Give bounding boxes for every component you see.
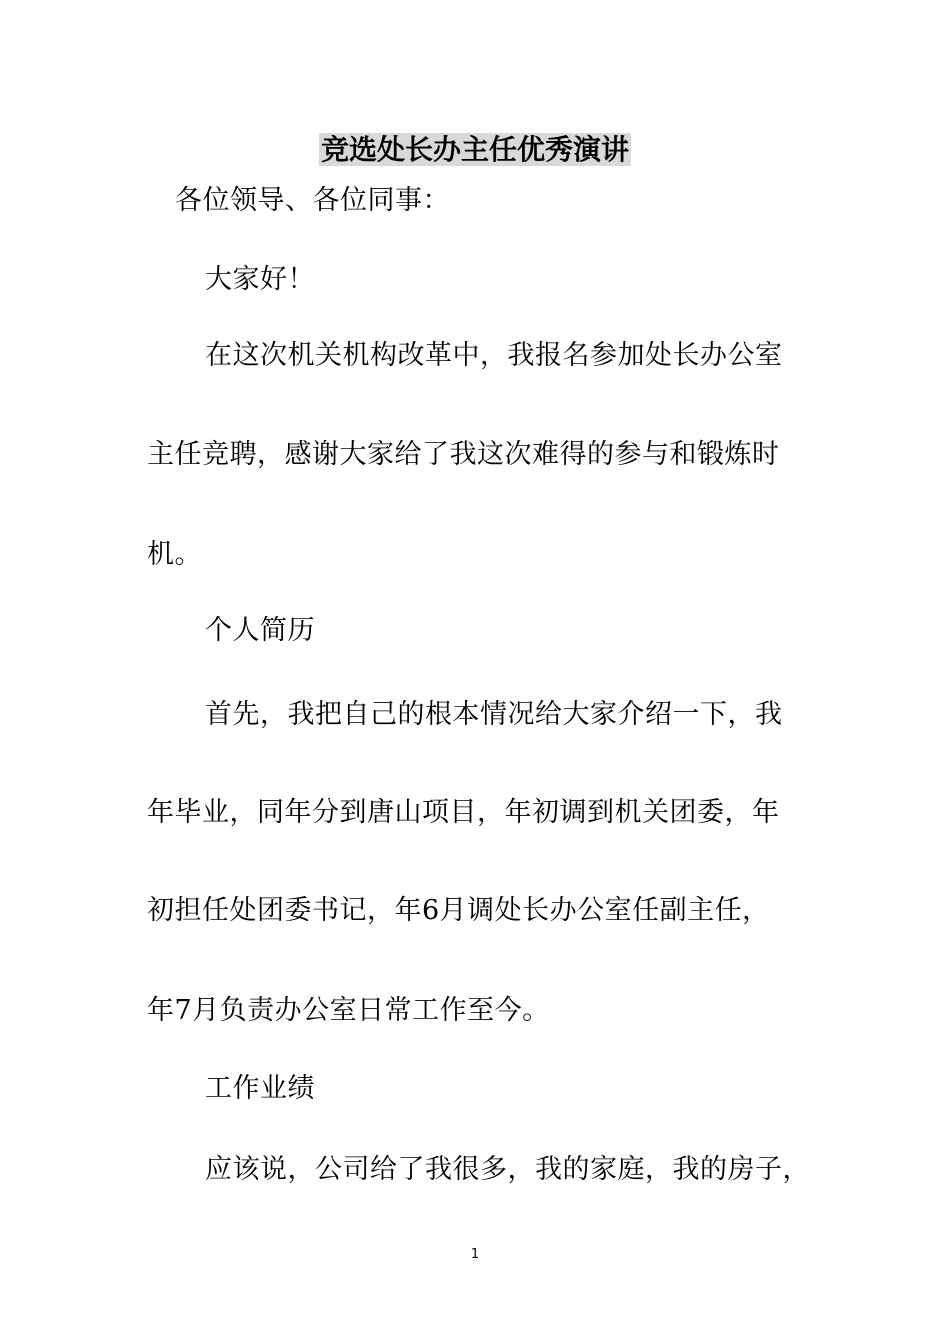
section-heading-achievements: 工作业绩 [205, 1073, 315, 1104]
paragraph-line: 应该说，公司给了我很多，我的家庭，我的房子， [205, 1154, 810, 1185]
paragraph-line: 机。 [147, 539, 202, 570]
greeting: 大家好！ [205, 264, 315, 295]
document-title [0, 130, 950, 170]
paragraph-line: 首先，我把自己的根本情况给大家介绍一下，我 [205, 699, 783, 730]
document-title-text: 竞选处长办主任优秀演讲 [320, 133, 629, 166]
paragraph-line: 年毕业，同年分到唐山项目，年初调到机关团委，年 [147, 797, 780, 828]
paragraph-line: 初担任处团委书记，年6月调处长办公室任副主任， [147, 895, 770, 926]
paragraph-line: 主任竞聘，感谢大家给了我这次难得的参与和锻炼时 [147, 439, 780, 470]
paragraph-line: 年7月负责办公室日常工作至今。 [147, 995, 550, 1026]
paragraph-line: 在这次机关机构改革中，我报名参加处长办公室 [205, 340, 783, 371]
section-heading-resume: 个人简历 [205, 615, 315, 646]
salutation: 各位领导、各位同事： [175, 185, 450, 216]
page-number: 1 [470, 1247, 480, 1262]
